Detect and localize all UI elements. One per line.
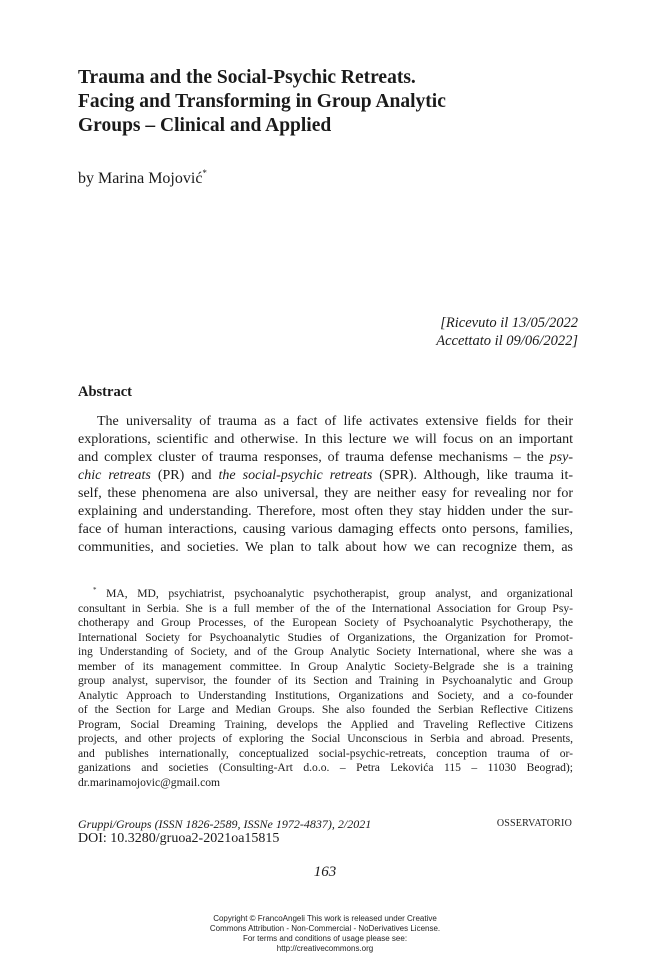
footnote-line-text: MA, MD, psychiatrist, psychoanalytic psychotherapist, group analyst, and organizational <box>106 587 573 600</box>
abstract-body <box>78 413 573 557</box>
author-footnote <box>78 583 573 790</box>
license-line: Copyright © FrancoAngeli This work is released under Creative <box>213 914 437 923</box>
section-label: OSSERVATORIO <box>496 818 572 829</box>
abstract-line: explaining and understanding. Therefore, most often they stay hidden under the sur- <box>78 504 573 519</box>
abstract-line: explorations, scientific and otherwise. In this lecture we will focus on an important <box>78 432 573 447</box>
footnote-line: group analyst, supervisor, the founder of its Section and Training in Psychoanalytic and Group <box>78 674 573 687</box>
footnote-line: International Society for Psychoanalytic Studies of Organizations, the Organization for Promot- <box>78 630 573 644</box>
abstract-line: and complex cluster of trauma responses, of trauma defense mechanisms – the psy- <box>78 450 573 465</box>
author-footnote-marker: * <box>202 168 207 178</box>
license-url: http://creativecommons.org <box>276 944 374 953</box>
accepted-date: Accettato il 09/06/2022] <box>436 333 578 349</box>
footnote-line: consultant in Serbia. She is a full member of the of the International Association for Group Psy- <box>78 601 573 615</box>
footnote-line: member of its management committee. In Group Analytic Society-Belgrade she is a training <box>78 659 573 673</box>
footnote-marker: * <box>93 586 97 594</box>
footnote-line: Analytic Approach to Understanding Institutions, Organizations and Society, and a co-founder <box>78 688 573 702</box>
footnote-line: ing Understanding of Society, and of the Group Analytic Society International, where she was a <box>78 645 573 658</box>
journal-citation: Gruppi/Groups (ISSN 1826-2589, ISSNe 1972-4837), 2/2021 <box>78 817 372 831</box>
page-number: 163 <box>313 864 337 880</box>
footnote-line: Program, Social Dreaming Training, develops the Applied and Traveling Reflective Citizens <box>78 717 573 731</box>
title-line: Groups – Clinical and Applied <box>78 115 332 136</box>
received-date: [Ricevuto il 13/05/2022 <box>440 315 578 331</box>
author-email: dr.marinamojovic@gmail.com <box>78 775 221 789</box>
license-notice <box>0 914 650 954</box>
footnote-line: and publishes internationally, conceptualized social-psychic-retreats, conception trauma of or- <box>78 746 573 760</box>
footnote-line: projects, and other projects of exploring the Social Unconscious in Serbia and abroad. Presents, <box>78 732 573 745</box>
abstract-line: communities, and societies. We plan to talk about how we can recognize them, as <box>78 540 573 555</box>
author-byline <box>78 168 207 188</box>
footnote-line <box>78 583 573 602</box>
doi: DOI: 10.3280/gruoa2-2021oa15815 <box>78 831 280 846</box>
emphasis: the social-psychic retreats <box>218 468 373 483</box>
article-title <box>78 66 578 138</box>
abstract-heading: Abstract <box>78 384 132 400</box>
abstract-line: self, these phenomena are also universal, they are neither easy for revealing nor for <box>78 486 573 501</box>
submission-dates <box>436 314 578 350</box>
title-line: Trauma and the Social-Psychic Retreats. <box>78 67 416 88</box>
license-line: Commons Attribution - Non-Commercial - NoDerivatives License. <box>209 924 441 933</box>
author-name: by Marina Mojović <box>78 170 203 187</box>
abstract-line: face of human interactions, causing various damaging effects onto persons, families, <box>78 522 573 537</box>
title-line: Facing and Transforming in Group Analytic <box>78 91 446 112</box>
emphasis: chic retreats <box>78 468 151 483</box>
footnote-line: ganizations and societies (Consulting-Art d.o.o. – Petra Lekovića 115 – 11030 Beograd); <box>78 761 573 774</box>
footnote-line: chotherapy and Group Processes, of the European Society of Psychoanalytic Psychotherapy, the <box>78 616 573 629</box>
abstract-line: chic retreats (PR) and the social-psychic retreats (SPR). Although, like trauma it- <box>78 468 573 483</box>
emphasis: psy- <box>549 450 573 465</box>
abstract-line: The universality of trauma as a fact of life activates extensive fields for their <box>97 414 573 429</box>
footnote-line: of the Section for Large and Median Groups. She also founded the Serbian Reflective Citizens <box>78 703 573 716</box>
license-line: For terms and conditions of usage please see: <box>242 934 408 943</box>
